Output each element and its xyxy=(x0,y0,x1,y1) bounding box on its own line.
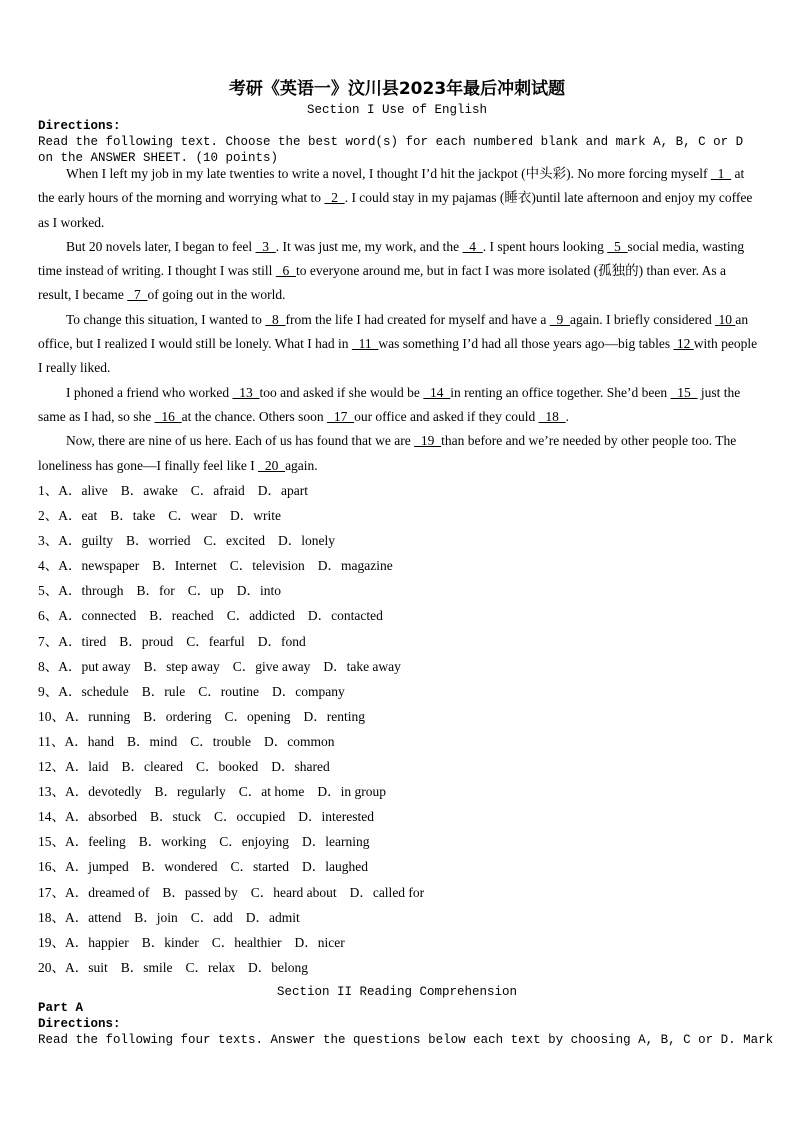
blank-7: 7 xyxy=(127,287,148,303)
option-a: A．feeling xyxy=(65,834,126,850)
option-b: B．reached xyxy=(149,608,214,624)
option-row-13 xyxy=(38,779,758,804)
option-b: B．smile xyxy=(120,959,173,975)
paragraph-4 xyxy=(38,381,760,430)
option-c: C．give away xyxy=(232,658,311,674)
option-b: B．wondered xyxy=(141,859,218,875)
option-a: A．dreamed of xyxy=(65,884,150,900)
option-c: C．started xyxy=(230,859,289,875)
option-c: C．routine xyxy=(198,683,259,699)
option-d: D．learning xyxy=(301,834,370,850)
text: But 20 novels later, I began to feel xyxy=(66,238,256,254)
question-number: 8、 xyxy=(38,658,59,674)
option-c: C．excited xyxy=(203,533,265,549)
option-row-17 xyxy=(38,880,758,905)
option-d: D．apart xyxy=(257,483,308,498)
question-number: 9、 xyxy=(38,683,59,699)
question-number: 5、 xyxy=(38,583,59,599)
text: our office and asked if they could xyxy=(354,408,539,424)
option-row-19 xyxy=(38,930,758,955)
option-row-2 xyxy=(38,503,758,528)
option-row-15 xyxy=(38,829,758,854)
question-number: 2、 xyxy=(38,508,59,524)
question-number: 3、 xyxy=(38,533,59,549)
option-a: A．attend xyxy=(65,909,122,925)
option-b: B．join xyxy=(134,909,178,925)
question-number: 11、 xyxy=(38,733,65,749)
text: . I spent hours looking xyxy=(482,238,608,254)
option-row-3 xyxy=(38,528,758,553)
option-d: D．called for xyxy=(349,884,425,900)
part-a-label: Part A xyxy=(38,1001,84,1015)
option-a: A．eat xyxy=(58,508,98,524)
option-d: D．laughed xyxy=(301,859,368,875)
option-c: C．occupied xyxy=(214,809,286,825)
option-row-6 xyxy=(38,603,758,628)
option-c: C．addicted xyxy=(226,608,295,624)
option-a: A．suit xyxy=(65,959,108,975)
option-row-8 xyxy=(38,654,758,679)
text: to everyone around me, but in fact I was more isolated (孤独的) than ever. As a result, I became xyxy=(38,263,726,303)
option-c: C．relax xyxy=(185,959,236,975)
option-d: D．nicer xyxy=(294,934,345,950)
option-c: C．television xyxy=(229,558,305,574)
option-d: D．write xyxy=(229,508,281,524)
option-a: A．running xyxy=(65,708,131,724)
option-a: A．absorbed xyxy=(65,809,137,825)
option-d: D．take away xyxy=(323,658,401,674)
option-row-12 xyxy=(38,754,758,779)
option-c: C．booked xyxy=(195,759,259,775)
blank-17: 17 xyxy=(327,408,355,424)
text: in renting an office together. She’d been xyxy=(450,384,671,400)
text: just the same as I had, so she xyxy=(38,384,741,424)
option-b: B．for xyxy=(136,583,175,599)
question-number: 17、 xyxy=(38,884,65,900)
text: I phoned a friend who worked xyxy=(66,384,233,400)
option-a: A．hand xyxy=(64,733,114,749)
option-row-9 xyxy=(38,679,758,704)
option-row-7 xyxy=(38,629,758,654)
option-a: A．laid xyxy=(65,759,109,775)
text: When I left my job in my late twenties to write a novel, I thought I’d hit the jackpot (中头彩). No more forcing myself xyxy=(66,166,711,181)
text: . It was just me, my work, and the xyxy=(275,238,463,254)
option-row-1 xyxy=(38,478,758,503)
option-b: B．worried xyxy=(126,533,191,549)
text: too and asked if she would be xyxy=(259,384,424,400)
blank-15: 15 xyxy=(670,384,698,400)
option-b: B．proud xyxy=(119,633,174,649)
text: social media, wasting time instead of writing. I thought I was still xyxy=(38,238,745,279)
blank-3: 3 xyxy=(255,238,276,254)
option-d: D．renting xyxy=(303,708,365,724)
question-number: 7、 xyxy=(38,633,59,649)
blank-20: 20 xyxy=(258,457,286,473)
option-d: D．in group xyxy=(317,784,386,800)
option-d: D．shared xyxy=(271,759,330,775)
option-d: D．fond xyxy=(257,633,306,649)
option-c: C．enjoying xyxy=(219,834,289,850)
option-a: A．newspaper xyxy=(58,558,140,574)
answer-options xyxy=(38,478,758,980)
text: an office, but I realized I would still be lonely. What I had in xyxy=(38,311,749,352)
option-d: D．belong xyxy=(248,959,309,975)
page-title: 考研《英语一》汶川县2023年最后冲刺试题 xyxy=(228,79,566,99)
blank-11: 11 xyxy=(351,336,379,352)
option-b: B．rule xyxy=(141,683,186,699)
option-c: C．at home xyxy=(238,784,305,800)
text: was something I’d had all those years ago—big tables xyxy=(378,336,674,352)
directions-label-2: Directions: xyxy=(38,1017,121,1031)
option-row-18 xyxy=(38,905,758,930)
text: at the chance. Others soon xyxy=(181,408,328,424)
text: . I could stay in my pajamas (睡衣)until late afternoon and enjoy my coffee as I worked. xyxy=(38,190,753,230)
question-number: 13、 xyxy=(38,784,65,800)
section1-title: Section I Use of English xyxy=(306,103,488,117)
blank-5: 5 xyxy=(607,238,628,254)
option-c: C．afraid xyxy=(190,483,245,498)
blank-14: 14 xyxy=(423,384,451,400)
option-a: A．tired xyxy=(58,633,107,649)
option-a: A．devotedly xyxy=(65,784,142,800)
text: again. I briefly considered xyxy=(570,311,716,327)
text: of going out in the world. xyxy=(147,287,286,303)
text: with people I really liked. xyxy=(38,336,758,376)
option-a: A．jumped xyxy=(65,859,129,875)
directions-text: Read the following text. Choose the best word(s) for each numbered blank and mark A, B, C or D on the ANSWER SHEET. (10 points) xyxy=(38,135,744,165)
blank-1: 1 xyxy=(710,166,732,181)
option-c: C．wear xyxy=(168,508,217,524)
text: again. xyxy=(285,457,318,473)
blank-16: 16 xyxy=(154,408,182,424)
option-row-16 xyxy=(38,854,758,879)
option-row-11 xyxy=(38,729,758,754)
option-d: D．admit xyxy=(245,909,300,925)
blank-19: 19 xyxy=(414,433,442,449)
option-b: B．step away xyxy=(143,658,220,674)
blank-12: 12 xyxy=(673,336,694,352)
option-row-20 xyxy=(38,955,758,980)
blank-4: 4 xyxy=(462,238,483,254)
question-number: 20、 xyxy=(38,959,65,975)
option-c: C．add xyxy=(190,909,233,925)
blank-9: 9 xyxy=(549,311,571,327)
option-b: B．kinder xyxy=(141,934,199,950)
option-b: B．awake xyxy=(120,483,178,498)
option-b: B．stuck xyxy=(149,809,201,825)
option-d: D．common xyxy=(264,733,335,749)
option-c: C．up xyxy=(187,583,224,599)
option-b: B．ordering xyxy=(143,708,212,724)
option-a: A．happier xyxy=(65,934,129,950)
option-a: A．alive xyxy=(58,483,108,498)
blank-18: 18 xyxy=(538,408,566,424)
paragraph-5 xyxy=(38,429,760,478)
blank-2: 2 xyxy=(324,190,345,206)
option-c: C．fearful xyxy=(186,633,245,649)
option-c: C．heard about xyxy=(250,884,337,900)
question-number: 14、 xyxy=(38,809,65,825)
option-c: C．healthier xyxy=(211,934,282,950)
option-b: B．cleared xyxy=(121,759,183,775)
text: Now, there are nine of us here. Each of us has found that we are xyxy=(66,433,415,449)
cloze-passage xyxy=(38,162,760,478)
option-b: B．regularly xyxy=(154,784,226,800)
paragraph-1 xyxy=(38,162,760,235)
option-a: A．guilty xyxy=(58,533,114,549)
option-b: B．working xyxy=(138,834,207,850)
blank-8: 8 xyxy=(265,311,286,327)
text: . xyxy=(565,408,570,424)
blank-13: 13 xyxy=(232,384,260,400)
option-a: A．schedule xyxy=(58,683,129,699)
question-number: 1、 xyxy=(38,483,59,498)
question-number: 15、 xyxy=(38,834,65,850)
option-d: D．into xyxy=(236,583,282,599)
option-a: A．through xyxy=(58,583,124,599)
option-d: D．company xyxy=(271,683,345,699)
option-d: D．lonely xyxy=(278,533,335,549)
directions-text-2: Read the following four texts. Answer the questions below each text by choosing A, B, C or D. Mark xyxy=(38,1033,774,1047)
paragraph-3 xyxy=(38,308,760,381)
directions-label: Directions: xyxy=(38,119,121,133)
option-b: B．mind xyxy=(127,733,178,749)
option-a: A．connected xyxy=(58,608,137,624)
text: at the early hours of the morning and worrying what to xyxy=(38,166,745,206)
question-number: 19、 xyxy=(38,934,65,950)
text: than before and we’re needed by other people too. The loneliness has gone—I finally feel like I xyxy=(38,433,737,473)
question-number: 10、 xyxy=(38,708,65,724)
option-row-14 xyxy=(38,804,758,829)
section2-title: Section II Reading Comprehension xyxy=(276,985,518,999)
question-number: 16、 xyxy=(38,859,65,875)
option-b: B．Internet xyxy=(152,558,217,574)
option-d: D．interested xyxy=(298,809,374,825)
option-row-5 xyxy=(38,578,758,603)
option-row-4 xyxy=(38,553,758,578)
option-c: C．opening xyxy=(224,708,291,724)
option-a: A．put away xyxy=(58,658,131,674)
text: To change this situation, I wanted to xyxy=(66,311,266,327)
option-d: D．contacted xyxy=(307,608,383,624)
blank-10: 10 xyxy=(715,311,736,327)
option-c: C．trouble xyxy=(190,733,252,749)
option-b: B．passed by xyxy=(162,884,238,900)
text: from the life I had created for myself and have a xyxy=(285,311,550,327)
question-number: 12、 xyxy=(38,759,65,775)
paragraph-2 xyxy=(38,235,760,308)
option-row-10 xyxy=(38,704,758,729)
option-b: B．take xyxy=(110,508,156,524)
question-number: 6、 xyxy=(38,608,59,624)
option-d: D．magazine xyxy=(317,558,393,574)
question-number: 18、 xyxy=(38,909,65,925)
question-number: 4、 xyxy=(38,558,59,574)
blank-6: 6 xyxy=(275,263,296,279)
